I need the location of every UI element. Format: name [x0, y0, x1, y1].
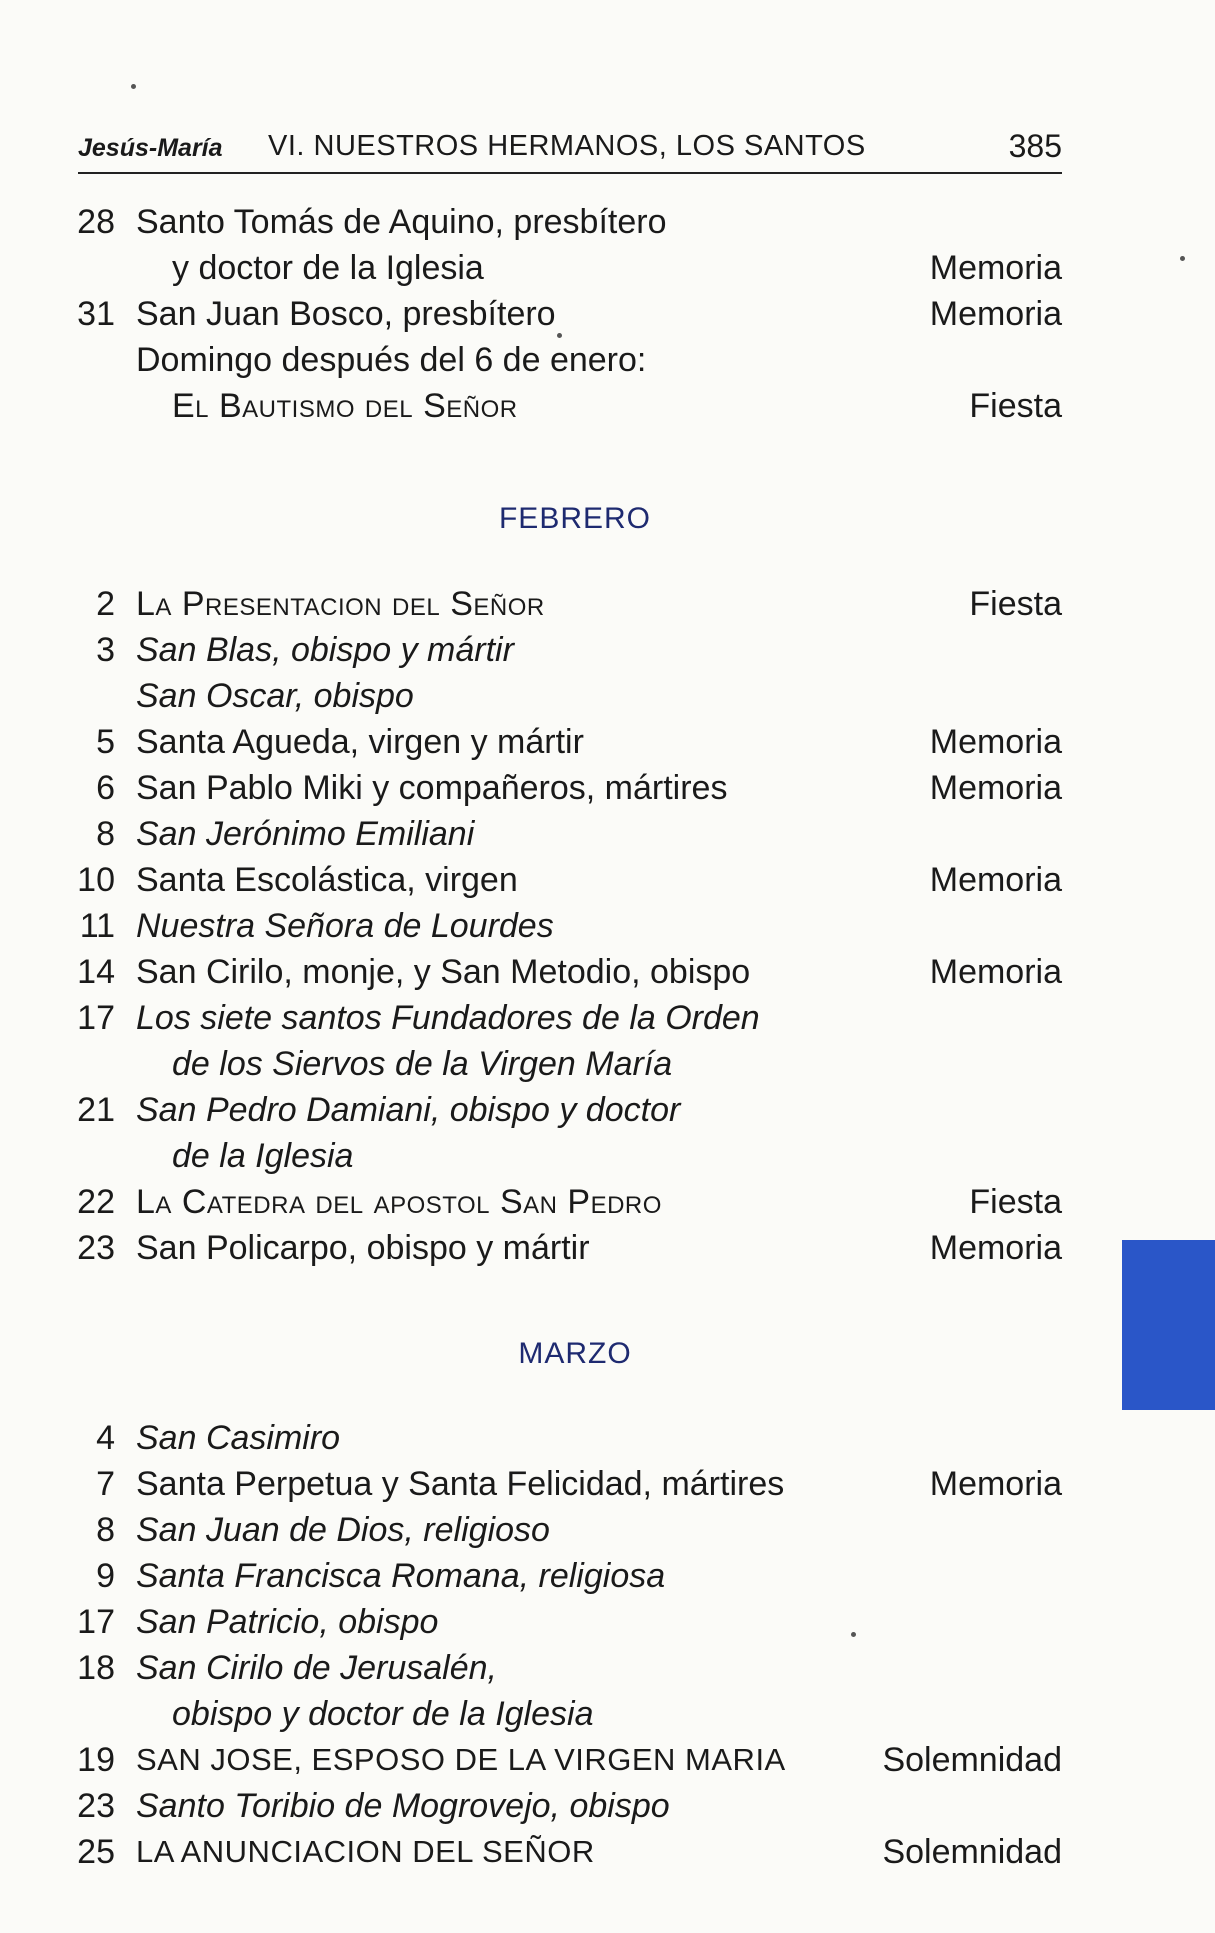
- celebration-rank: Fiesta: [969, 585, 1062, 623]
- celebration-name: El Bautismo del Señor: [172, 387, 518, 425]
- celebration-name: San Juan de Dios, religioso: [136, 1511, 550, 1549]
- celebration-name: San Policarpo, obispo y mártir: [136, 1229, 590, 1267]
- celebration-name: San Jerónimo Emiliani: [136, 815, 475, 853]
- list-item: [0, 1830, 1215, 1874]
- celebration-name: Santo Tomás de Aquino, presbítero: [136, 203, 667, 241]
- celebration-name: obispo y doctor de la Iglesia: [172, 1695, 594, 1733]
- list-item: [0, 582, 1215, 626]
- day-number: 11: [79, 907, 115, 945]
- list-item: [0, 766, 1215, 810]
- celebration-rank: Memoria: [929, 249, 1062, 287]
- day-number: 22: [77, 1183, 115, 1221]
- list-item: [0, 996, 1215, 1040]
- day-number: 23: [77, 1787, 115, 1825]
- list-item: [0, 950, 1215, 994]
- list-item: [0, 1042, 1215, 1086]
- celebration-name: San Pedro Damiani, obispo y doctor: [136, 1091, 681, 1129]
- list-item: [0, 292, 1215, 336]
- header-left-text: Jesús-María: [78, 134, 223, 162]
- celebration-rank: Memoria: [929, 1229, 1062, 1267]
- list-item: [0, 1088, 1215, 1132]
- day-number: 5: [96, 723, 115, 761]
- celebration-rank: Memoria: [929, 723, 1062, 761]
- list-item: [0, 1416, 1215, 1460]
- scan-speck: [1180, 256, 1185, 261]
- day-number: 23: [77, 1229, 115, 1267]
- day-number: 10: [77, 861, 115, 899]
- list-item: [0, 858, 1215, 902]
- celebration-name: La Catedra del apostol San Pedro: [136, 1183, 662, 1221]
- celebration-name: San Blas, obispo y mártir: [136, 631, 514, 669]
- list-item: [0, 200, 1215, 244]
- celebration-name: Santa Agueda, virgen y mártir: [136, 723, 584, 761]
- celebration-name: Domingo después del 6 de enero:: [136, 341, 647, 379]
- blue-thumb-index-tab: [1122, 1240, 1215, 1410]
- page-number: 385: [1008, 128, 1062, 164]
- celebration-name: San Patricio, obispo: [136, 1603, 439, 1641]
- celebration-name: San Pablo Miki y compañeros, mártires: [136, 769, 728, 807]
- list-item: [0, 1692, 1215, 1736]
- celebration-name: de los Siervos de la Virgen María: [172, 1045, 673, 1083]
- list-item: [0, 1462, 1215, 1506]
- celebration-rank: Memoria: [929, 769, 1062, 807]
- list-item: [0, 1784, 1215, 1828]
- day-number: 3: [96, 631, 115, 669]
- list-item: [0, 1508, 1215, 1552]
- day-number: 8: [96, 815, 115, 853]
- scan-speck: [851, 1632, 856, 1637]
- day-number: 6: [96, 769, 115, 807]
- day-number: 2: [96, 585, 115, 623]
- celebration-name: Los siete santos Fundadores de la Orden: [136, 999, 760, 1037]
- celebration-name: Nuestra Señora de Lourdes: [136, 907, 554, 945]
- celebration-name: LA ANUNCIACION DEL SEÑOR: [136, 1834, 595, 1869]
- day-number: 28: [77, 203, 115, 241]
- celebration-name: Santo Toribio de Mogrovejo, obispo: [136, 1787, 670, 1825]
- list-item: [0, 720, 1215, 764]
- celebration-rank: Fiesta: [969, 387, 1062, 425]
- scan-speck: [557, 333, 562, 338]
- celebration-rank: Solemnidad: [882, 1833, 1062, 1871]
- list-item: [0, 1600, 1215, 1644]
- day-number: 7: [96, 1465, 115, 1503]
- list-item: [0, 246, 1215, 290]
- celebration-name: SAN JOSE, ESPOSO DE LA VIRGEN MARIA: [136, 1742, 786, 1777]
- month-heading-marzo: MARZO: [518, 1337, 632, 1370]
- day-number: 31: [77, 295, 115, 333]
- list-item: [0, 628, 1215, 672]
- list-item: [0, 1554, 1215, 1598]
- list-item: [0, 1134, 1215, 1178]
- celebration-name: San Oscar, obispo: [136, 677, 414, 715]
- celebration-name: y doctor de la Iglesia: [172, 249, 484, 287]
- day-number: 14: [77, 953, 115, 991]
- celebration-name: San Casimiro: [136, 1419, 341, 1457]
- celebration-rank: Memoria: [929, 295, 1062, 333]
- list-item: [0, 674, 1215, 718]
- day-number: 8: [96, 1511, 115, 1549]
- list-item: [0, 1226, 1215, 1270]
- month-heading-febrero: FEBRERO: [498, 502, 652, 535]
- day-number: 17: [77, 1603, 115, 1641]
- header-chapter-title: VI. NUESTROS HERMANOS, LOS SANTOS: [268, 130, 866, 162]
- day-number: 4: [96, 1419, 115, 1457]
- celebration-rank: Solemnidad: [882, 1741, 1062, 1779]
- scan-speck: [131, 84, 136, 89]
- day-number: 19: [77, 1741, 115, 1779]
- list-item: [0, 1738, 1215, 1782]
- list-item: [0, 1646, 1215, 1690]
- celebration-rank: Memoria: [929, 1465, 1062, 1503]
- celebration-name: Santa Escolástica, virgen: [136, 861, 518, 899]
- celebration-name: San Juan Bosco, presbítero: [136, 295, 556, 333]
- celebration-name: de la Iglesia: [172, 1137, 354, 1175]
- list-item: [0, 904, 1215, 948]
- celebration-name: San Cirilo, monje, y San Metodio, obispo: [136, 953, 751, 991]
- celebration-name: La Presentacion del Señor: [136, 585, 545, 623]
- day-number: 21: [77, 1091, 115, 1129]
- celebration-rank: Memoria: [929, 861, 1062, 899]
- celebration-rank: Memoria: [929, 953, 1062, 991]
- celebration-name: Santa Perpetua y Santa Felicidad, mártires: [136, 1465, 785, 1503]
- day-number: 25: [77, 1833, 115, 1871]
- celebration-name: Santa Francisca Romana, religiosa: [136, 1557, 666, 1595]
- day-number: 18: [77, 1649, 115, 1687]
- celebration-name: San Cirilo de Jerusalén,: [136, 1649, 497, 1687]
- list-item: [0, 812, 1215, 856]
- list-item: [0, 338, 1215, 382]
- running-header: [78, 128, 1062, 174]
- celebration-rank: Fiesta: [969, 1183, 1062, 1221]
- day-number: 17: [77, 999, 115, 1037]
- day-number: 9: [96, 1557, 115, 1595]
- list-item: [0, 384, 1215, 428]
- list-item: [0, 1180, 1215, 1224]
